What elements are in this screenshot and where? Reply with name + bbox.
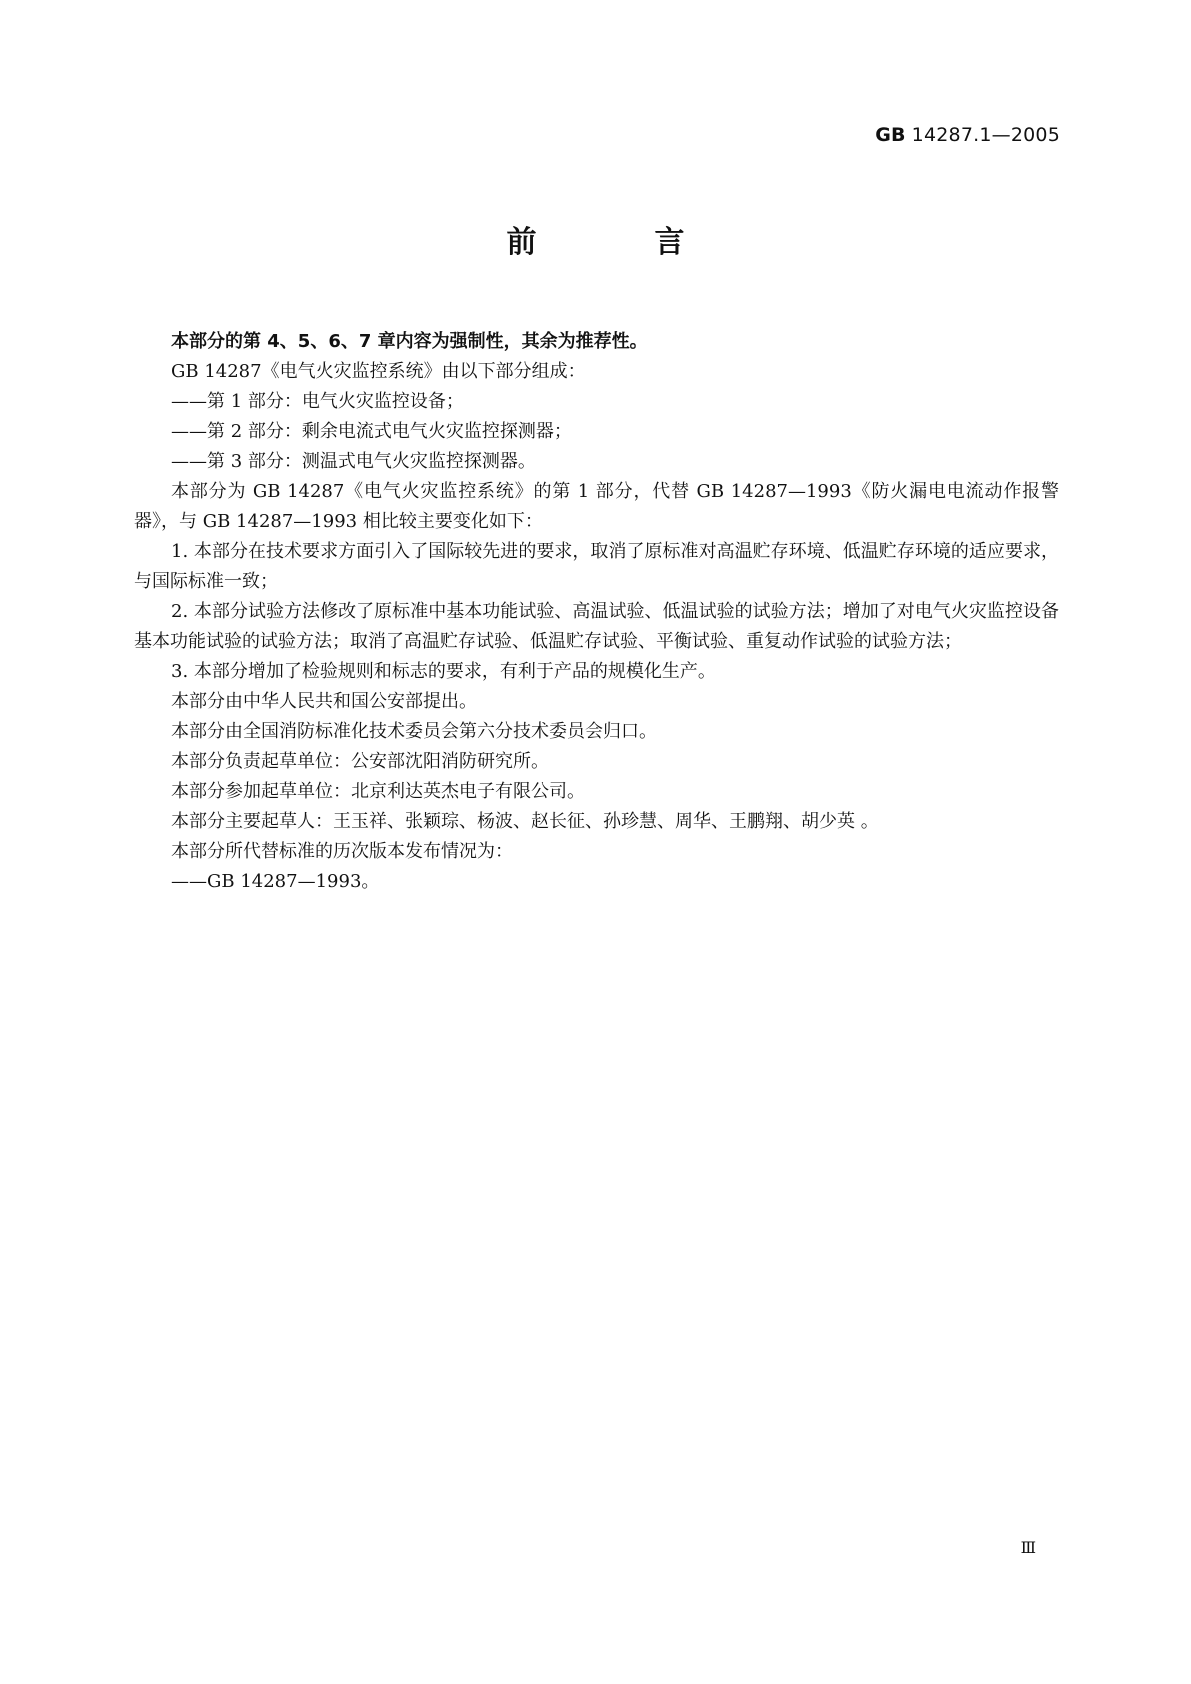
paragraph-participating-unit: 本部分参加起草单位：北京利达英杰电子有限公司。 — [171, 781, 585, 802]
paragraph-proposer: 本部分由中华人民共和国公安部提出。 — [171, 691, 477, 712]
page-number: Ⅲ — [1020, 1538, 1036, 1557]
paragraph-responsible-unit: 本部分负责起草单位：公安部沈阳消防研究所。 — [171, 751, 549, 772]
change-item-2: 2. 本部分试验方法修改了原标准中基本功能试验、高温试验、低温试验的试验方法；增加了对电气火灾监控设备基本功能试验的试验方法；取消了高温贮存试验、低温贮存试验、平衡试验、重复动作试验的试验方法； — [134, 601, 1059, 652]
paragraph-centralized: 本部分由全国消防标准化技术委员会第六分技术委员会归口。 — [171, 721, 657, 742]
change-item-3: 3. 本部分增加了检验规则和标志的要求，有利于产品的规模化生产。 — [171, 661, 716, 682]
paragraph-drafters: 本部分主要起草人：王玉祥、张颖琮、杨波、赵长征、孙珍慧、周华、王鹏翔、胡少英 。 — [171, 811, 879, 832]
standard-prefix: GB — [875, 124, 906, 146]
change-item-1: 1. 本部分在技术要求方面引入了国际较先进的要求，取消了原标准对高温贮存环境、低温贮存环境的适应要求，与国际标准一致； — [134, 541, 1059, 592]
paragraph-replacement: 本部分为 GB 14287《电气火灾监控系统》的第 1 部分，代替 GB 14287—1993《防火漏电电流动作报警器》，与 GB 14287—1993 相比较主要变化如下： — [134, 481, 1059, 532]
history-item: ——GB 14287—1993。 — [171, 871, 380, 892]
foreword-body — [134, 327, 1059, 897]
list-item-part-2: ——第 2 部分：剩余电流式电气火灾监控探测器； — [171, 421, 572, 442]
standard-code-header — [875, 124, 1060, 146]
mandatory-statement: 本部分的第 4、5、6、7 章内容为强制性，其余为推荐性。 — [171, 331, 648, 352]
paragraph-history: 本部分所代替标准的历次版本发布情况为： — [171, 841, 513, 862]
list-item-part-3: ——第 3 部分：测温式电气火灾监控探测器。 — [171, 451, 536, 472]
paragraph-composition: GB 14287《电气火灾监控系统》由以下部分组成： — [171, 361, 586, 382]
list-item-part-1: ——第 1 部分：电气火灾监控设备； — [171, 391, 464, 412]
page-title: 前 言 — [506, 225, 729, 260]
standard-number: 14287.1—2005 — [911, 124, 1060, 146]
